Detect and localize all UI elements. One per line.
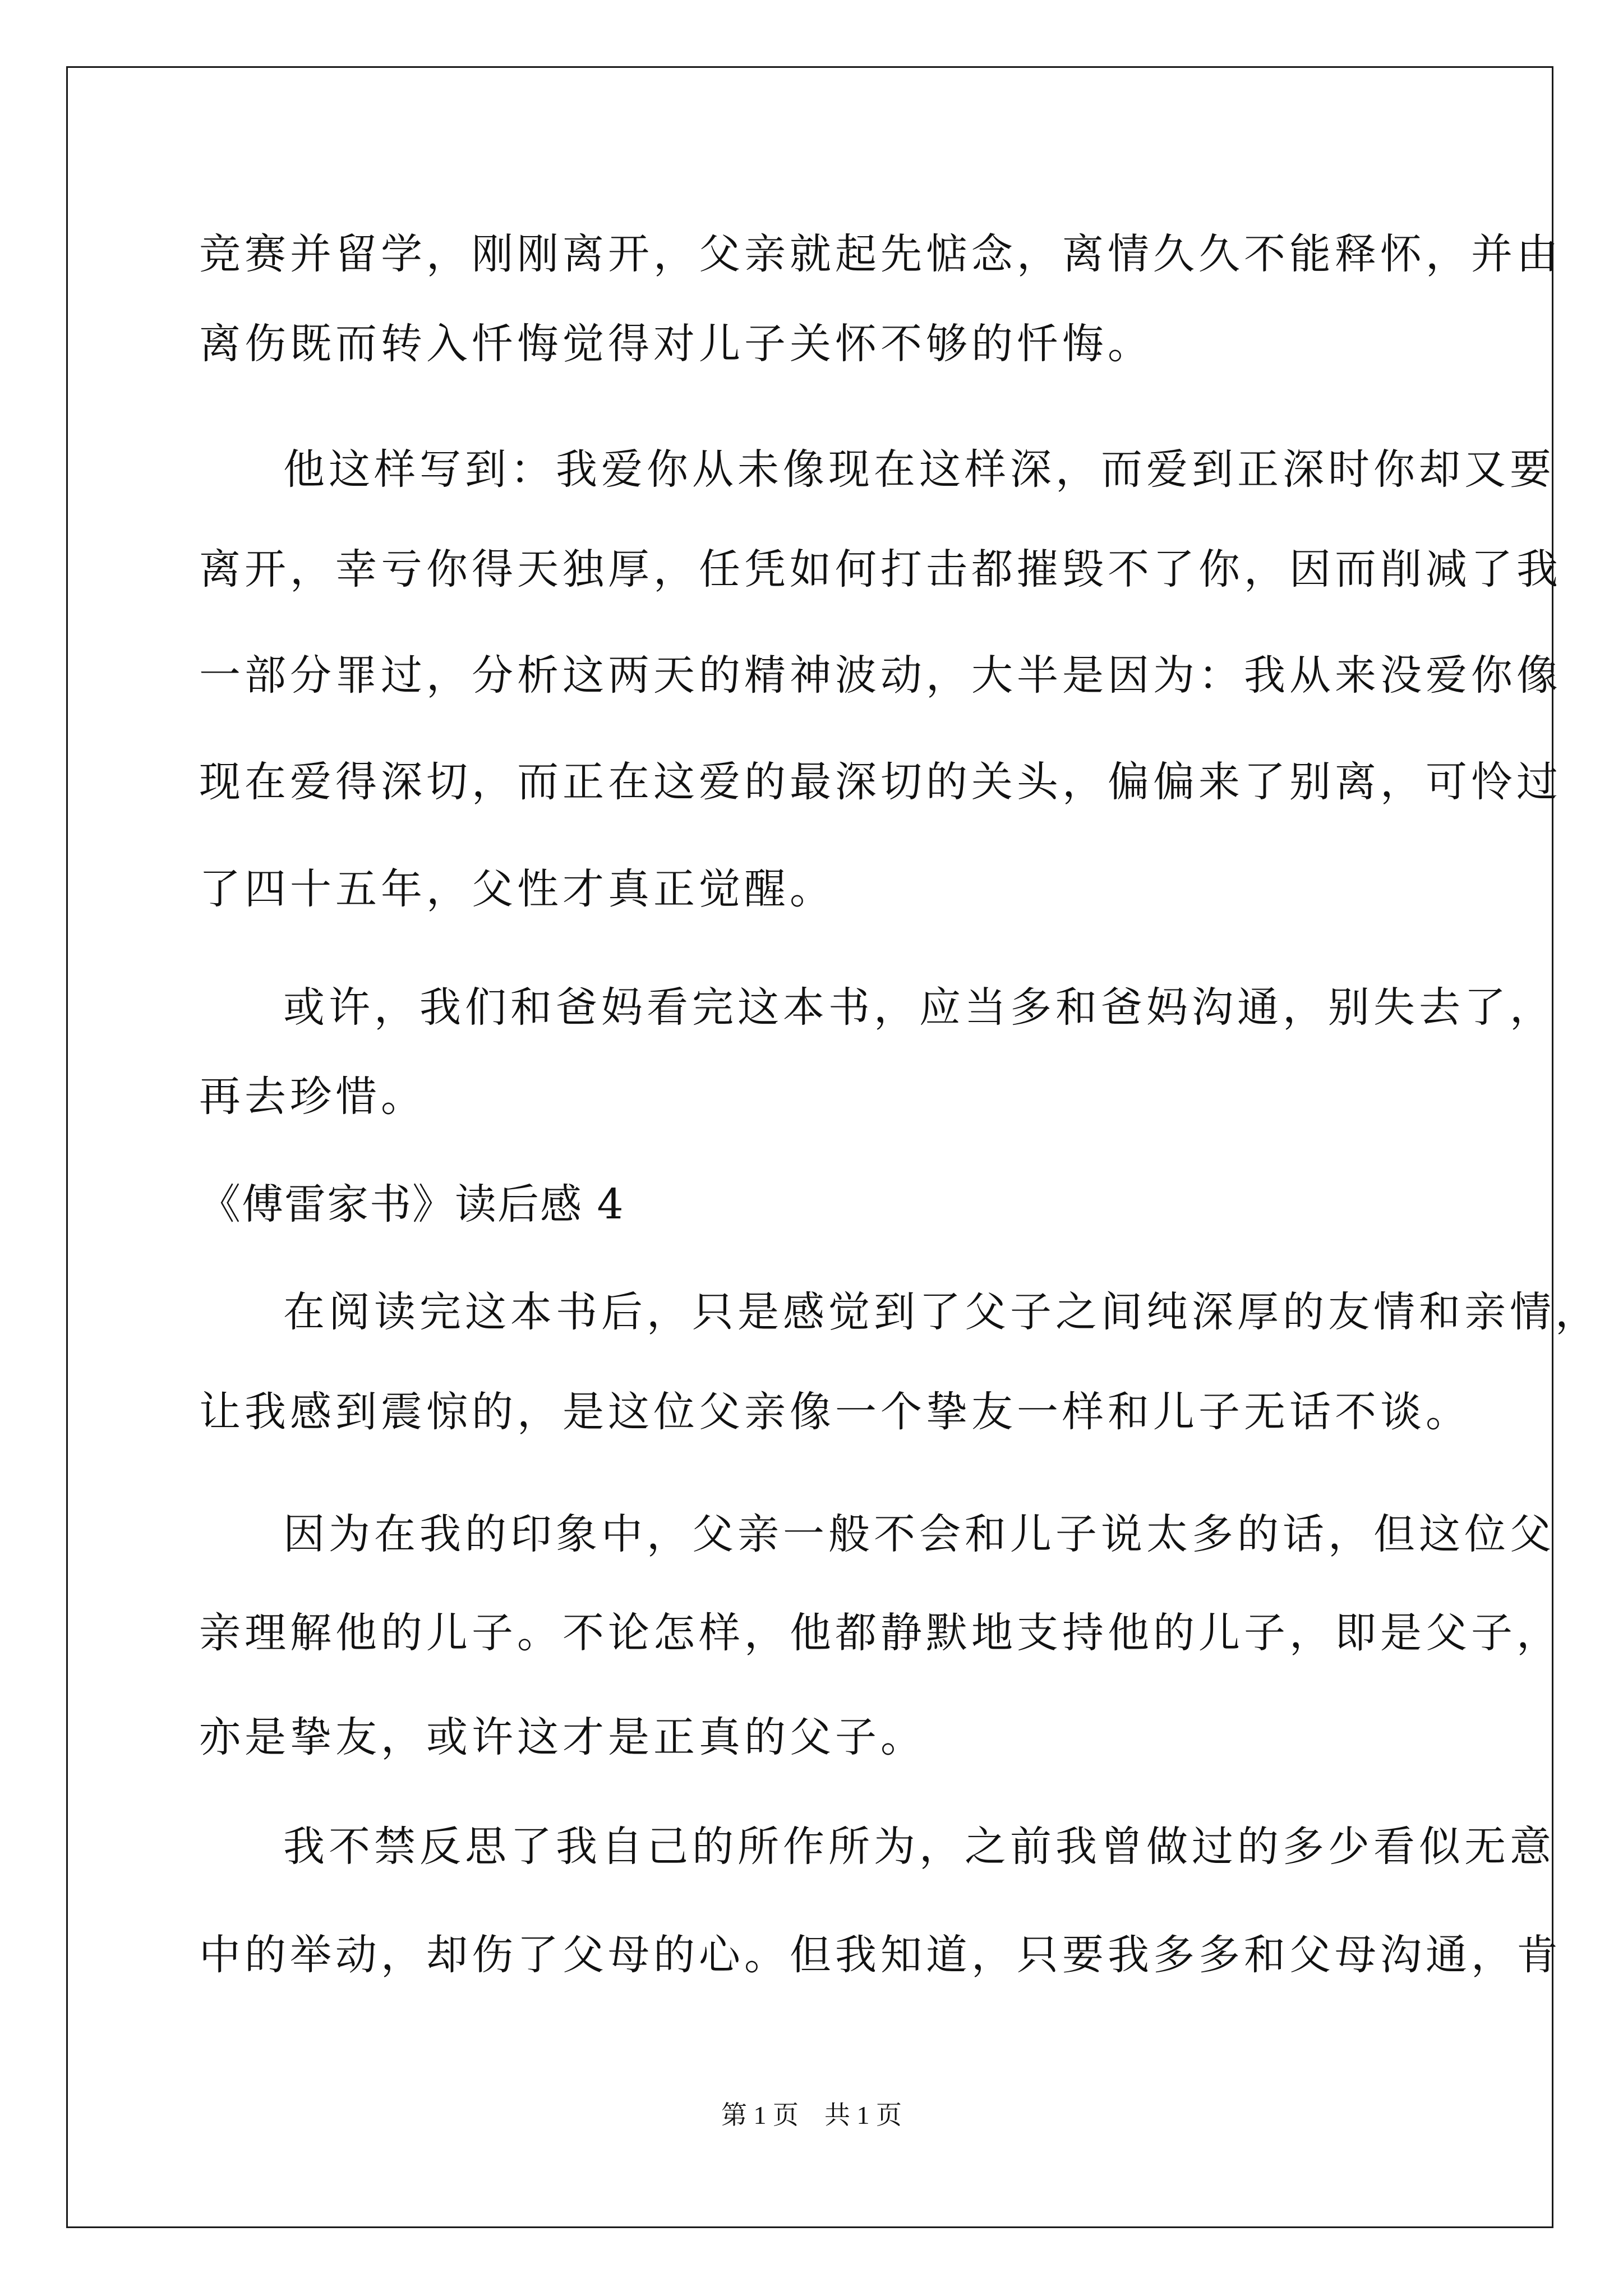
text-line: 了四十五年，父性才真正觉醒。: [199, 865, 835, 913]
text-line: 亦是挚友，或许这才是正真的父子。: [199, 1713, 926, 1761]
text-line: 亲理解他的儿子。不论怎样，他都静默地支持他的儿子，即是父子，: [199, 1609, 1562, 1657]
page-border: [66, 66, 1553, 2228]
paragraph-start-line: 我不禁反思了我自己的所作所为，之前我曾做过的多少看似无意: [283, 1823, 1555, 1871]
text-line: 让我感到震惊的，是这位父亲像一个挚友一样和儿子无话不谈。: [199, 1388, 1471, 1436]
paragraph-start-line: 或许，我们和爸妈看完这本书，应当多和爸妈沟通，别失去了，: [283, 983, 1555, 1032]
text-line: 竞赛并留学，刚刚离开，父亲就起先惦念，离情久久不能释怀，并由: [199, 230, 1562, 278]
section-heading: 《傅雷家书》读后感 4: [199, 1180, 625, 1228]
text-line: 一部分罪过，分析这两天的精神波动，大半是因为：我从来没爱你像: [199, 651, 1562, 700]
text-line: 现在爱得深切，而正在这爱的最深切的关头，偏偏来了别离，可怜过: [199, 758, 1562, 806]
text-line: 中的举动，却伤了父母的心。但我知道，只要我多多和父母沟通，肯: [199, 1931, 1562, 1979]
text-line: 再去珍惜。: [199, 1073, 426, 1121]
page-footer: 第 1 页 共 1 页: [721, 2101, 902, 2129]
text-line: 离伤既而转入忏悔觉得对儿子关怀不够的忏悔。: [199, 320, 1153, 368]
text-line: 离开，幸亏你得天独厚，任凭如何打击都摧毁不了你，因而削减了我: [199, 545, 1562, 593]
paragraph-start-line: 他这样写到：我爱你从未像现在这样深，而爱到正深时你却又要: [283, 445, 1555, 494]
paragraph-start-line: 因为在我的印象中，父亲一般不会和儿子说太多的话，但这位父: [283, 1510, 1555, 1558]
paragraph-start-line: 在阅读完这本书后，只是感觉到了父子之间纯深厚的友情和亲情，: [283, 1288, 1601, 1336]
